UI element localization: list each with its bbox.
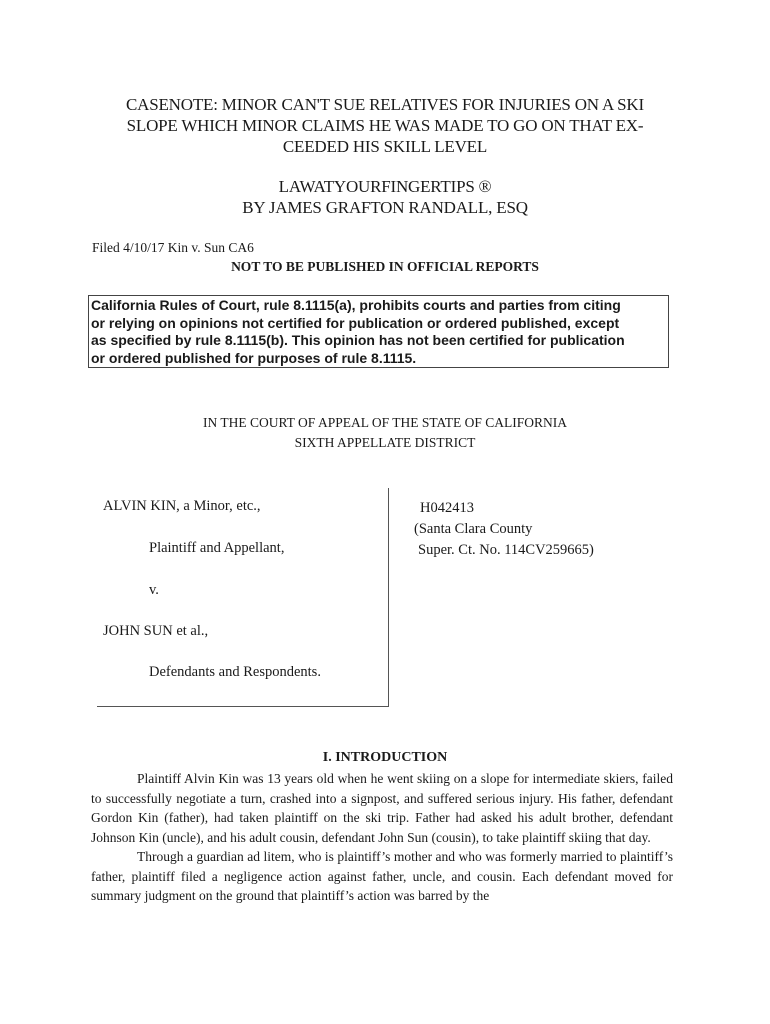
caption-divider-horizontal	[97, 706, 389, 707]
author-block	[0, 176, 770, 218]
county-line-2: Super. Ct. No. 114CV259665)	[418, 542, 594, 558]
rule-notice-line: as specified by rule 8.1115(b). This opinion has not been certified for publication	[91, 332, 625, 348]
versus: v.	[149, 582, 159, 598]
title-line-1: CASENOTE: MINOR CAN'T SUE RELATIVES FOR INJURIES ON A SKI	[126, 95, 644, 114]
court-heading	[0, 413, 770, 453]
document-title	[0, 94, 770, 157]
rule-notice-line: California Rules of Court, rule 8.1115(a), prohibits courts and parties from citing	[91, 297, 621, 313]
court-district: SIXTH APPELLATE DISTRICT	[294, 435, 476, 450]
paragraph: Through a guardian ad litem, who is plaintiff’s mother and who was formerly married to plaintiff’s father, plaintiff filed a negligence action against father, uncle, and cousin. Each defendant moved for summary judgment on the ground that plaintiff’s action was barred by the	[91, 849, 673, 903]
title-line-3: CEEDED HIS SKILL LEVEL	[282, 137, 488, 156]
rule-notice-line: or relying on opinions not certified for publication or ordered published, except	[91, 314, 620, 331]
case-number: H042413	[420, 500, 474, 516]
title-line-2: SLOPE WHICH MINOR CLAIMS HE WAS MADE TO GO ON THAT EX-	[126, 116, 644, 135]
rule-notice-line: or ordered published for purposes of rule 8.1115.	[91, 349, 417, 366]
paragraph: Plaintiff Alvin Kin was 13 years old when he went skiing on a slope for intermediate skiers, failed to successfully negotiate a turn, crashed into a signpost, and suffered serious injury. His father, defendant Gordon Kin (father), had taken plaintiff on the ski trip. Father had asked his adult brother, defendant Johnson Kin (uncle), and his adult cousin, defendant John Sun (cousin), to take plaintiff skiing that day.	[91, 771, 673, 845]
caption-divider-vertical	[388, 488, 389, 706]
section-heading: I. INTRODUCTION	[322, 750, 448, 765]
county-line-1: (Santa Clara County	[414, 521, 533, 537]
defendant-name: JOHN SUN et al.,	[103, 623, 209, 639]
plaintiff-name: ALVIN KIN, a Minor, etc.,	[103, 498, 261, 514]
not-published-notice: NOT TO BE PUBLISHED IN OFFICIAL REPORTS	[231, 259, 539, 274]
defendant-role: Defendants and Respondents.	[149, 664, 321, 680]
filed-line: Filed 4/10/17 Kin v. Sun CA6	[92, 240, 254, 255]
brand-name: LAWATYOURFINGERTIPS ®	[278, 177, 492, 196]
court-name: IN THE COURT OF APPEAL OF THE STATE OF CALIFORNIA	[202, 415, 568, 430]
byline: BY JAMES GRAFTON RANDALL, ESQ	[242, 198, 528, 217]
introduction-body	[91, 769, 673, 906]
case-caption-number	[414, 498, 594, 561]
rule-notice-box	[88, 295, 669, 368]
plaintiff-role: Plaintiff and Appellant,	[149, 540, 285, 556]
